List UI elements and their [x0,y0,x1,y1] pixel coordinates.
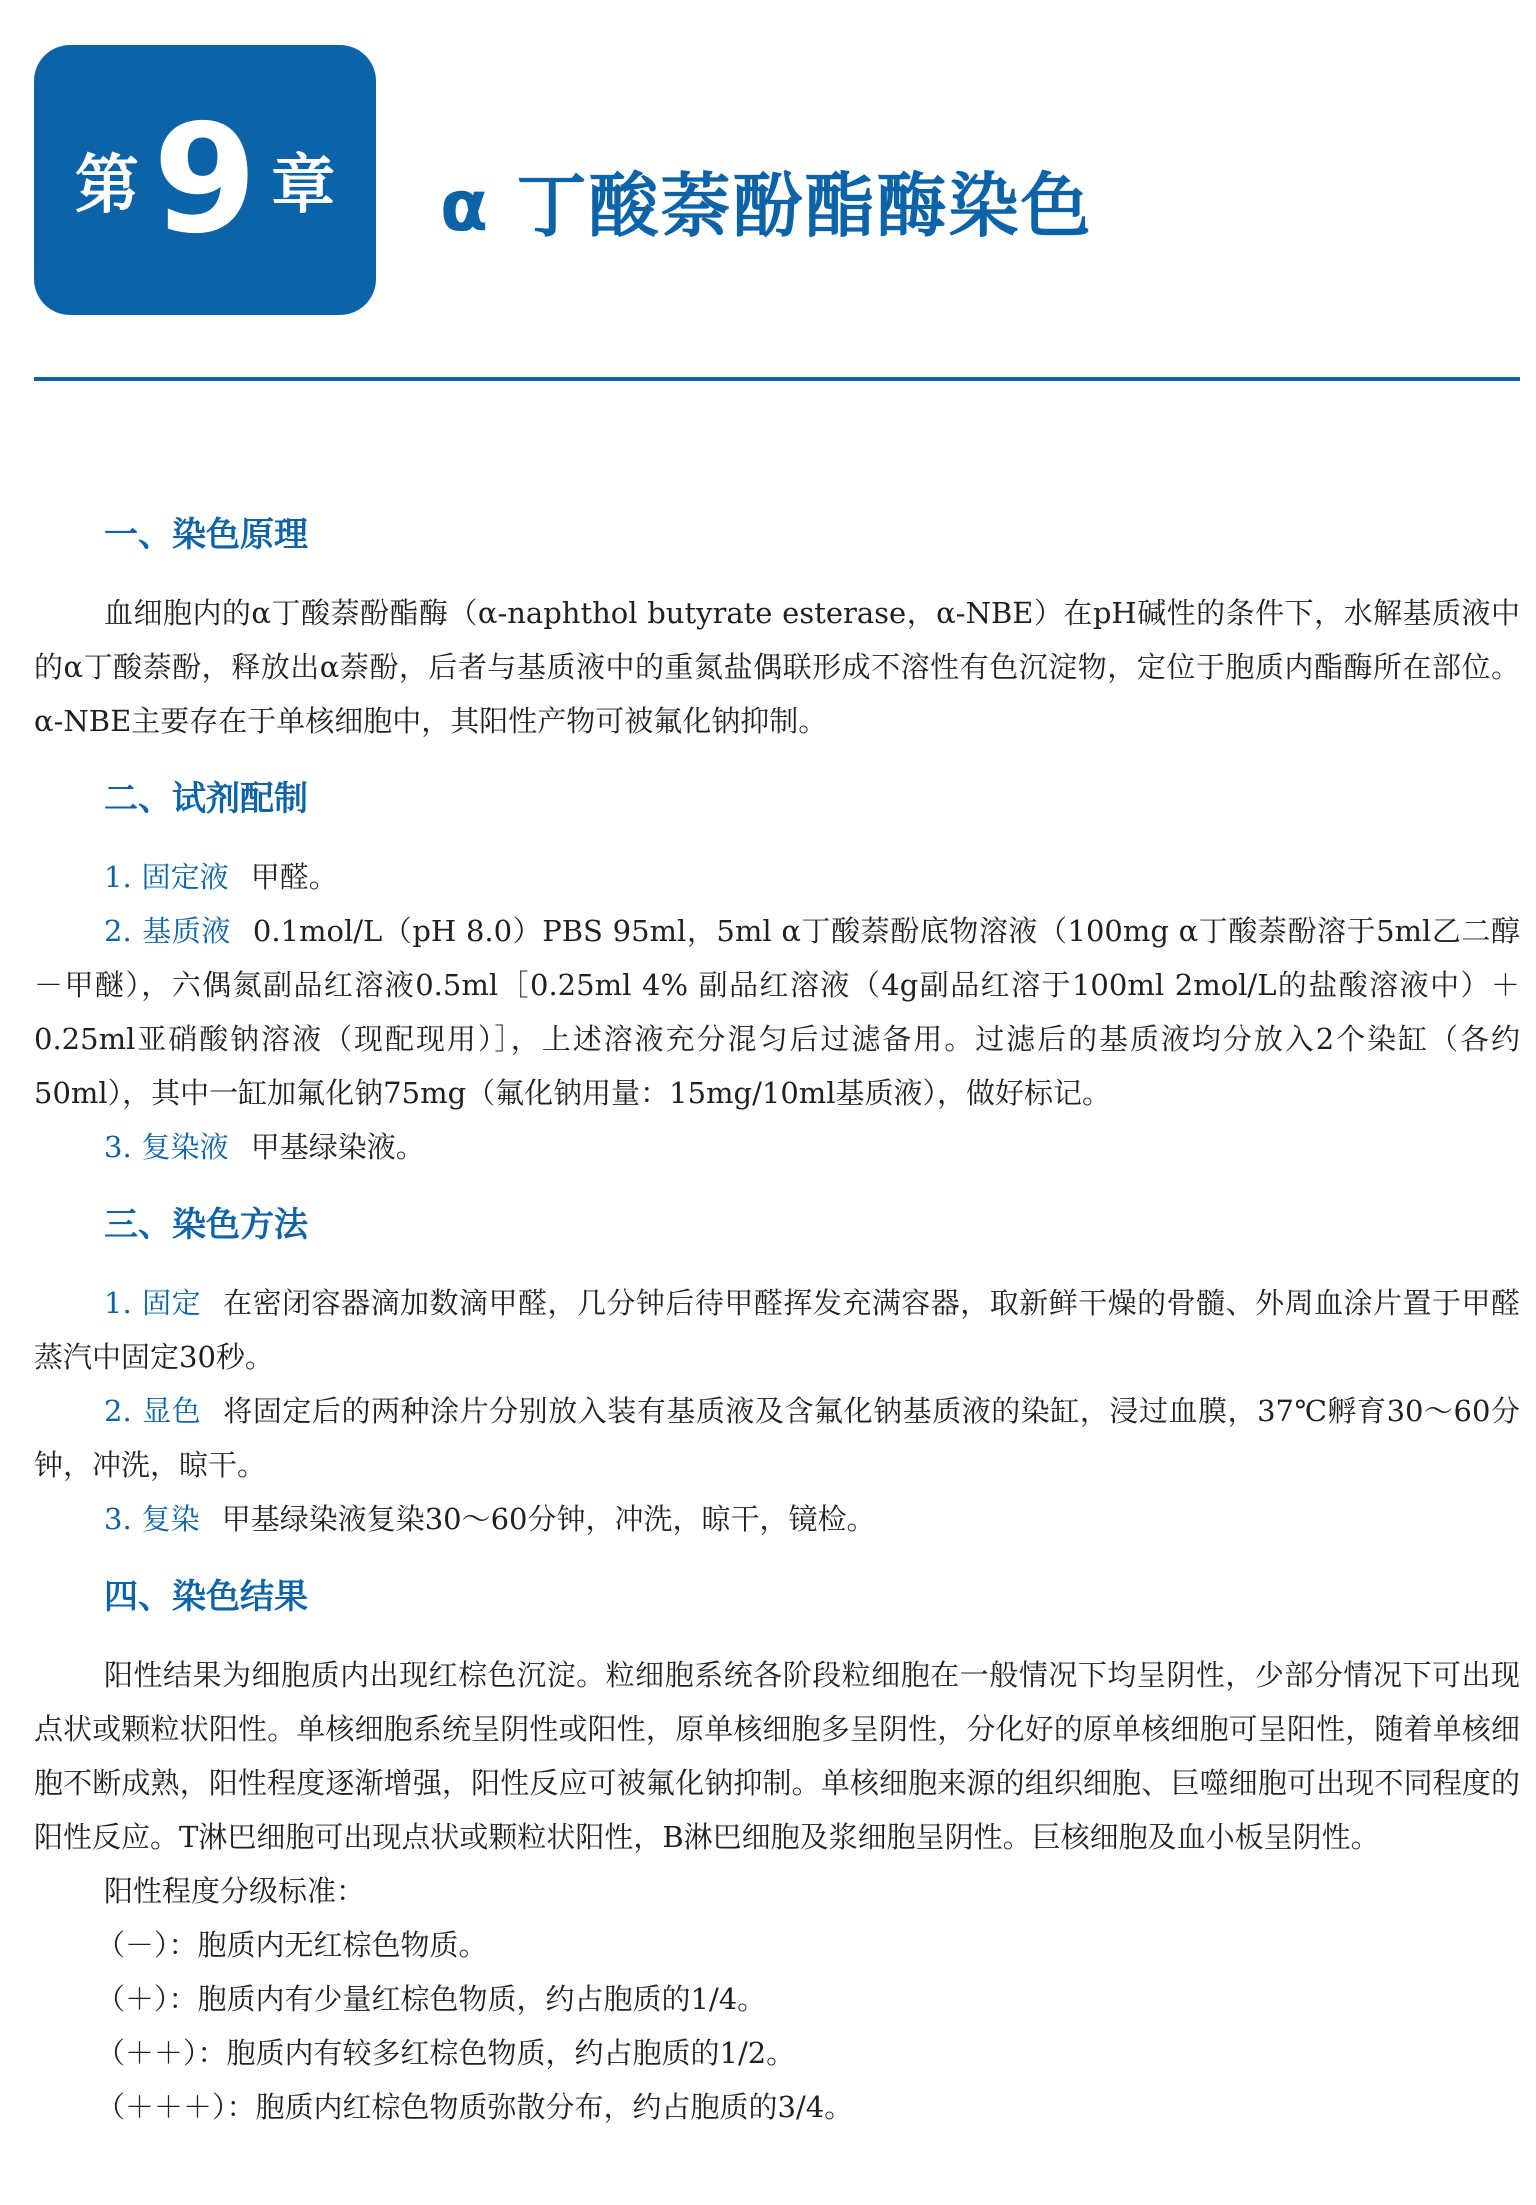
item-label: 固定液 [141,860,229,894]
method-item [34,1384,1520,1492]
reagent-item [34,1120,1520,1174]
item-text: 将固定后的两种涂片分别放入装有基质液及含氟化钠基质液的染缸，浸过血膜，37℃孵育30～60分钟，冲洗，晾干。 [34,1394,1520,1482]
chapter-badge [34,45,376,315]
grade-item: （＋＋）：胞质内有较多红棕色物质，约占胞质的1/2。 [96,2036,796,2070]
method-item [34,1492,1520,1546]
section-heading-results: 四、染色结果 [104,1577,308,1617]
item-number: 3. [104,1502,132,1536]
item-text: 甲基绿染液复染30～60分钟，冲洗，晾干，镜检。 [221,1502,876,1536]
item-number: 1. [104,1286,132,1320]
item-label: 显色 [141,1394,202,1428]
item-label: 固定 [141,1286,202,1320]
item-label: 复染液 [141,1130,229,1164]
item-number: 2. [104,914,132,948]
grade-item: （－）：胞质内无红棕色物质。 [96,1928,488,1962]
item-text: 甲醛。 [250,860,338,894]
reagent-item [34,850,1520,904]
item-text: 甲基绿染液。 [250,1130,425,1164]
grade-item: （＋）：胞质内有少量红棕色物质，约占胞质的1/4。 [96,1982,767,2016]
chapter-number: 9 [152,93,258,267]
item-label: 复染 [141,1502,200,1536]
results-paragraph: 阳性结果为细胞质内出现红棕色沉淀。粒细胞系统各阶段粒细胞在一般情况下均呈阴性，少部分情况下可出现点状或颗粒状阳性。单核细胞系统呈阴性或阳性，原单核细胞多呈阴性，分化好的原单核细胞可呈阳性，随着单核细胞不断成熟，阳性程度逐渐增强，阳性反应可被氟化钠抑制。单核细胞来源的组织细胞、巨噬细胞可出现不同程度的阳性反应。T淋巴细胞可出现点状或颗粒状阳性，B淋巴细胞及浆细胞呈阴性。巨核细胞及血小板呈阴性。 [34,1658,1520,1854]
method-item [34,1276,1520,1384]
grading-intro: 阳性程度分级标准： [104,1874,366,1908]
section-heading-reagents: 二、试剂配制 [104,779,308,819]
item-number: 1. [104,860,132,894]
item-label: 基质液 [141,914,231,948]
chapter-title: α 丁酸萘酚酯酶染色 [440,165,1093,247]
item-number: 3. [104,1130,132,1164]
chapter-word-left: 第 [74,149,139,223]
item-text: 0.1mol/L（pH 8.0）PBS 95ml，5ml α丁酸萘酚底物溶液（100mg α丁酸萘酚溶于5ml乙二醇－甲醚），六偶氮副品红溶液0.5ml［0.25ml 4% 副品红溶液（4g副品红溶于100ml 2mol/L的盐酸溶液中）＋0.25ml亚硝酸钠溶液（现配现用）］，上述溶液充分混匀后过滤备用。过滤后的基质液均分放入2个染缸（各约50ml），其中一缸加氟化钠75mg（氟化钠用量：15mg/10ml基质液），做好标记。 [34,914,1520,1110]
chapter-word-right: 章 [271,149,336,223]
chapter-content [34,510,1520,2134]
section-heading-principle: 一、染色原理 [104,515,308,555]
title-divider [34,377,1520,381]
grade-item: （＋＋＋）：胞质内红棕色物质弥散分布，约占胞质的3/4。 [96,2090,854,2124]
principle-paragraph: 血细胞内的α丁酸萘酚酯酶（α-naphthol butyrate esterase，α-NBE）在pH碱性的条件下，水解基质液中的α丁酸萘酚，释放出α萘酚，后者与基质液中的重氮盐偶联形成不溶性有色沉淀物，定位于胞质内酯酶所在部位。α-NBE主要存在于单核细胞中，其阳性产物可被氟化钠抑制。 [34,596,1520,738]
reagent-item [34,904,1520,1120]
item-text: 在密闭容器滴加数滴甲醛，几分钟后待甲醛挥发充满容器，取新鲜干燥的骨髓、外周血涂片置于甲醛蒸汽中固定30秒。 [34,1286,1520,1374]
item-number: 2. [104,1394,132,1428]
section-heading-method: 三、染色方法 [104,1205,308,1245]
